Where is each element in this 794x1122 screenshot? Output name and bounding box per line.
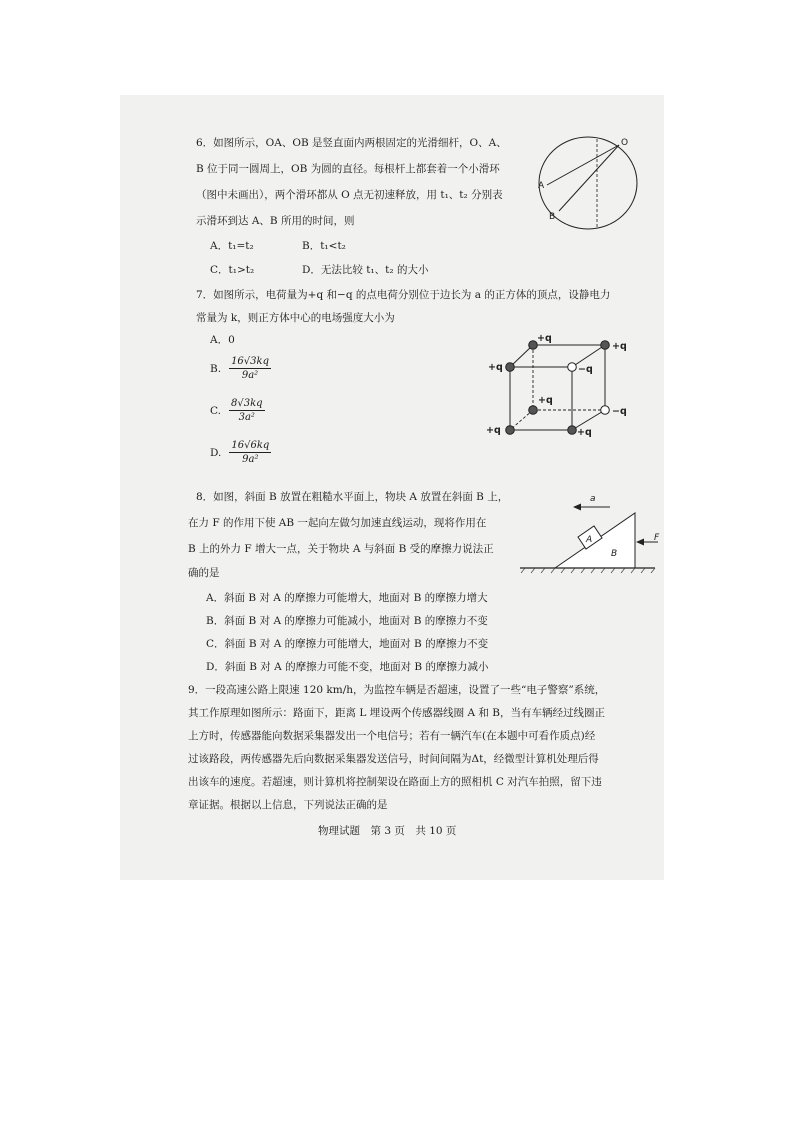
q7-option-c-denominator: 3a² bbox=[238, 412, 255, 423]
q8-option-b: B．斜面 B 对 A 的摩擦力可能减小，地面对 B 的摩擦力不变 bbox=[206, 615, 488, 627]
q6-rod-ob bbox=[559, 145, 619, 211]
q7-charge-label: +q bbox=[486, 425, 501, 436]
q7-charge-dot-negative bbox=[568, 363, 577, 372]
q7-option-c-label: C. bbox=[210, 405, 221, 417]
q8-force-arrow-head bbox=[636, 539, 644, 546]
q7-charge-label: −q bbox=[578, 364, 593, 375]
q7-charge-dot-negative bbox=[601, 406, 610, 415]
q8-incline-figure bbox=[515, 488, 665, 580]
q7-charge-dot bbox=[506, 426, 515, 435]
q7-line-1: 7．如图所示，电荷量为+q 和−q 的点电荷分别位于边长为 a 的正方体的顶点，设静电力 bbox=[196, 289, 611, 301]
q6-option-d: D．无法比较 t₁、t₂ 的大小 bbox=[302, 264, 429, 276]
q7-charge-label: +q bbox=[577, 427, 592, 438]
page-footer: 物理试题 第 3 页 共 10 页 bbox=[318, 825, 457, 837]
q7-option-b-numerator: 16√3kq bbox=[231, 356, 269, 367]
q9-line-3: 上方时，传感器能向数据采集器发出一个电信号；若有一辆汽车(在本题中可看作质点)经 bbox=[188, 730, 596, 742]
q6-label-b: B bbox=[549, 212, 556, 222]
q7-charge-label: +q bbox=[537, 333, 552, 344]
q8-label-force: F bbox=[654, 533, 660, 543]
q8-option-d: D．斜面 B 对 A 的摩擦力可能不变，地面对 B 的摩擦力减小 bbox=[206, 661, 489, 673]
q7-charge-label: +q bbox=[612, 341, 627, 352]
q9-line-2: 其工作原理如图所示：路面下，距离 L 埋设两个传感器线圈 A 和 B，当有车辆经过线圈正 bbox=[188, 707, 605, 719]
q7-option-c-numerator: 8√3kq bbox=[231, 398, 263, 409]
q7-option-c bbox=[210, 398, 265, 424]
q7-charge-dot bbox=[601, 341, 610, 350]
q8-arrow-head bbox=[573, 504, 581, 511]
q6-label-o: O bbox=[621, 138, 629, 148]
q9-line-6: 章证据。根据以上信息，下列说法正确的是 bbox=[188, 799, 388, 811]
q7-line-2: 常量为 k，则正方体中心的电场强度大小为 bbox=[196, 312, 395, 324]
q8-option-c: C．斜面 B 对 A 的摩擦力可能增大，地面对 B 的摩擦力不变 bbox=[206, 638, 489, 650]
q7-option-d-label: D. bbox=[210, 447, 222, 459]
q6-option-b: B．t₁<t₂ bbox=[302, 240, 346, 252]
q7-option-d-denominator: 9a² bbox=[242, 454, 259, 465]
q8-label-block: A bbox=[586, 535, 593, 545]
q8-option-a: A．斜面 B 对 A 的摩擦力可能增大，地面对 B 的摩擦力增大 bbox=[206, 592, 488, 604]
q8-line-3: B 上的外力 F 增大一点，关于物块 A 与斜面 B 受的摩擦力说法正 bbox=[188, 543, 494, 555]
q8-line-1: 8．如图，斜面 B 放置在粗糙水平面上，物块 A 放置在斜面 B 上， bbox=[196, 491, 509, 503]
q8-label-wedge: B bbox=[611, 549, 618, 559]
q6-label-a: A bbox=[538, 181, 545, 191]
q7-charge-label: +q bbox=[488, 362, 503, 373]
q9-line-4: 过该路段，两传感器先后向数据采集器发送信号，时间间隔为Δt，经微型计算机处理后得 bbox=[188, 753, 599, 765]
q7-option-d-numerator: 16√6kq bbox=[231, 440, 270, 451]
q7-option-d bbox=[210, 440, 271, 466]
q9-line-1: 9．一段高速公路上限速 120 km/h，为监控车辆是否超速，设置了一些“电子警察”系统， bbox=[188, 684, 606, 696]
q6-line-3: （图中未画出），两个滑环都从 O 点无初速释放，用 t₁、t₂ 分别表 bbox=[196, 189, 503, 201]
q9-line-5: 出该车的速度。若超速，则计算机将控制架设在路面上方的照相机 C 对汽车拍照，留下违 bbox=[188, 776, 602, 788]
q7-option-b bbox=[210, 356, 271, 382]
q6-circle-figure bbox=[535, 135, 645, 235]
q6-rod-oa bbox=[547, 145, 619, 185]
q7-charge-dot bbox=[568, 426, 577, 435]
q7-option-b-denominator: 9a² bbox=[241, 370, 259, 381]
q8-label-a-vec: a bbox=[590, 494, 596, 504]
q7-option-b-label: B. bbox=[210, 363, 222, 375]
q7-charge-label: −q bbox=[612, 406, 627, 417]
q6-option-a: A．t₁=t₂ bbox=[210, 240, 254, 252]
q6-line-2: B 位于同一圆周上，OB 为圆的直径。每根杆上都套着一个小滑环 bbox=[196, 163, 500, 175]
q7-charge-dot bbox=[529, 341, 538, 350]
q8-line-2: 在力 F 的作用下使 AB 一起向左做匀加速直线运动，现将作用在 bbox=[188, 517, 487, 529]
q8-ground-hatching bbox=[521, 568, 655, 573]
q8-line-4: 确的是 bbox=[188, 567, 220, 579]
q7-charge-dot bbox=[529, 406, 538, 415]
q6-line-1: 6．如图所示，OA、OB 是竖直面内两根固定的光滑细杆，O、A、 bbox=[196, 137, 507, 149]
q7-option-a: A．0 bbox=[210, 334, 235, 346]
q6-option-c: C．t₁>t₂ bbox=[210, 264, 255, 276]
q7-charge-dot bbox=[506, 363, 515, 372]
q6-line-4: 示滑环到达 A、B 所用的时间，则 bbox=[196, 215, 355, 227]
q7-cube-figure bbox=[480, 325, 640, 450]
q7-charge-label: +q bbox=[538, 395, 553, 406]
